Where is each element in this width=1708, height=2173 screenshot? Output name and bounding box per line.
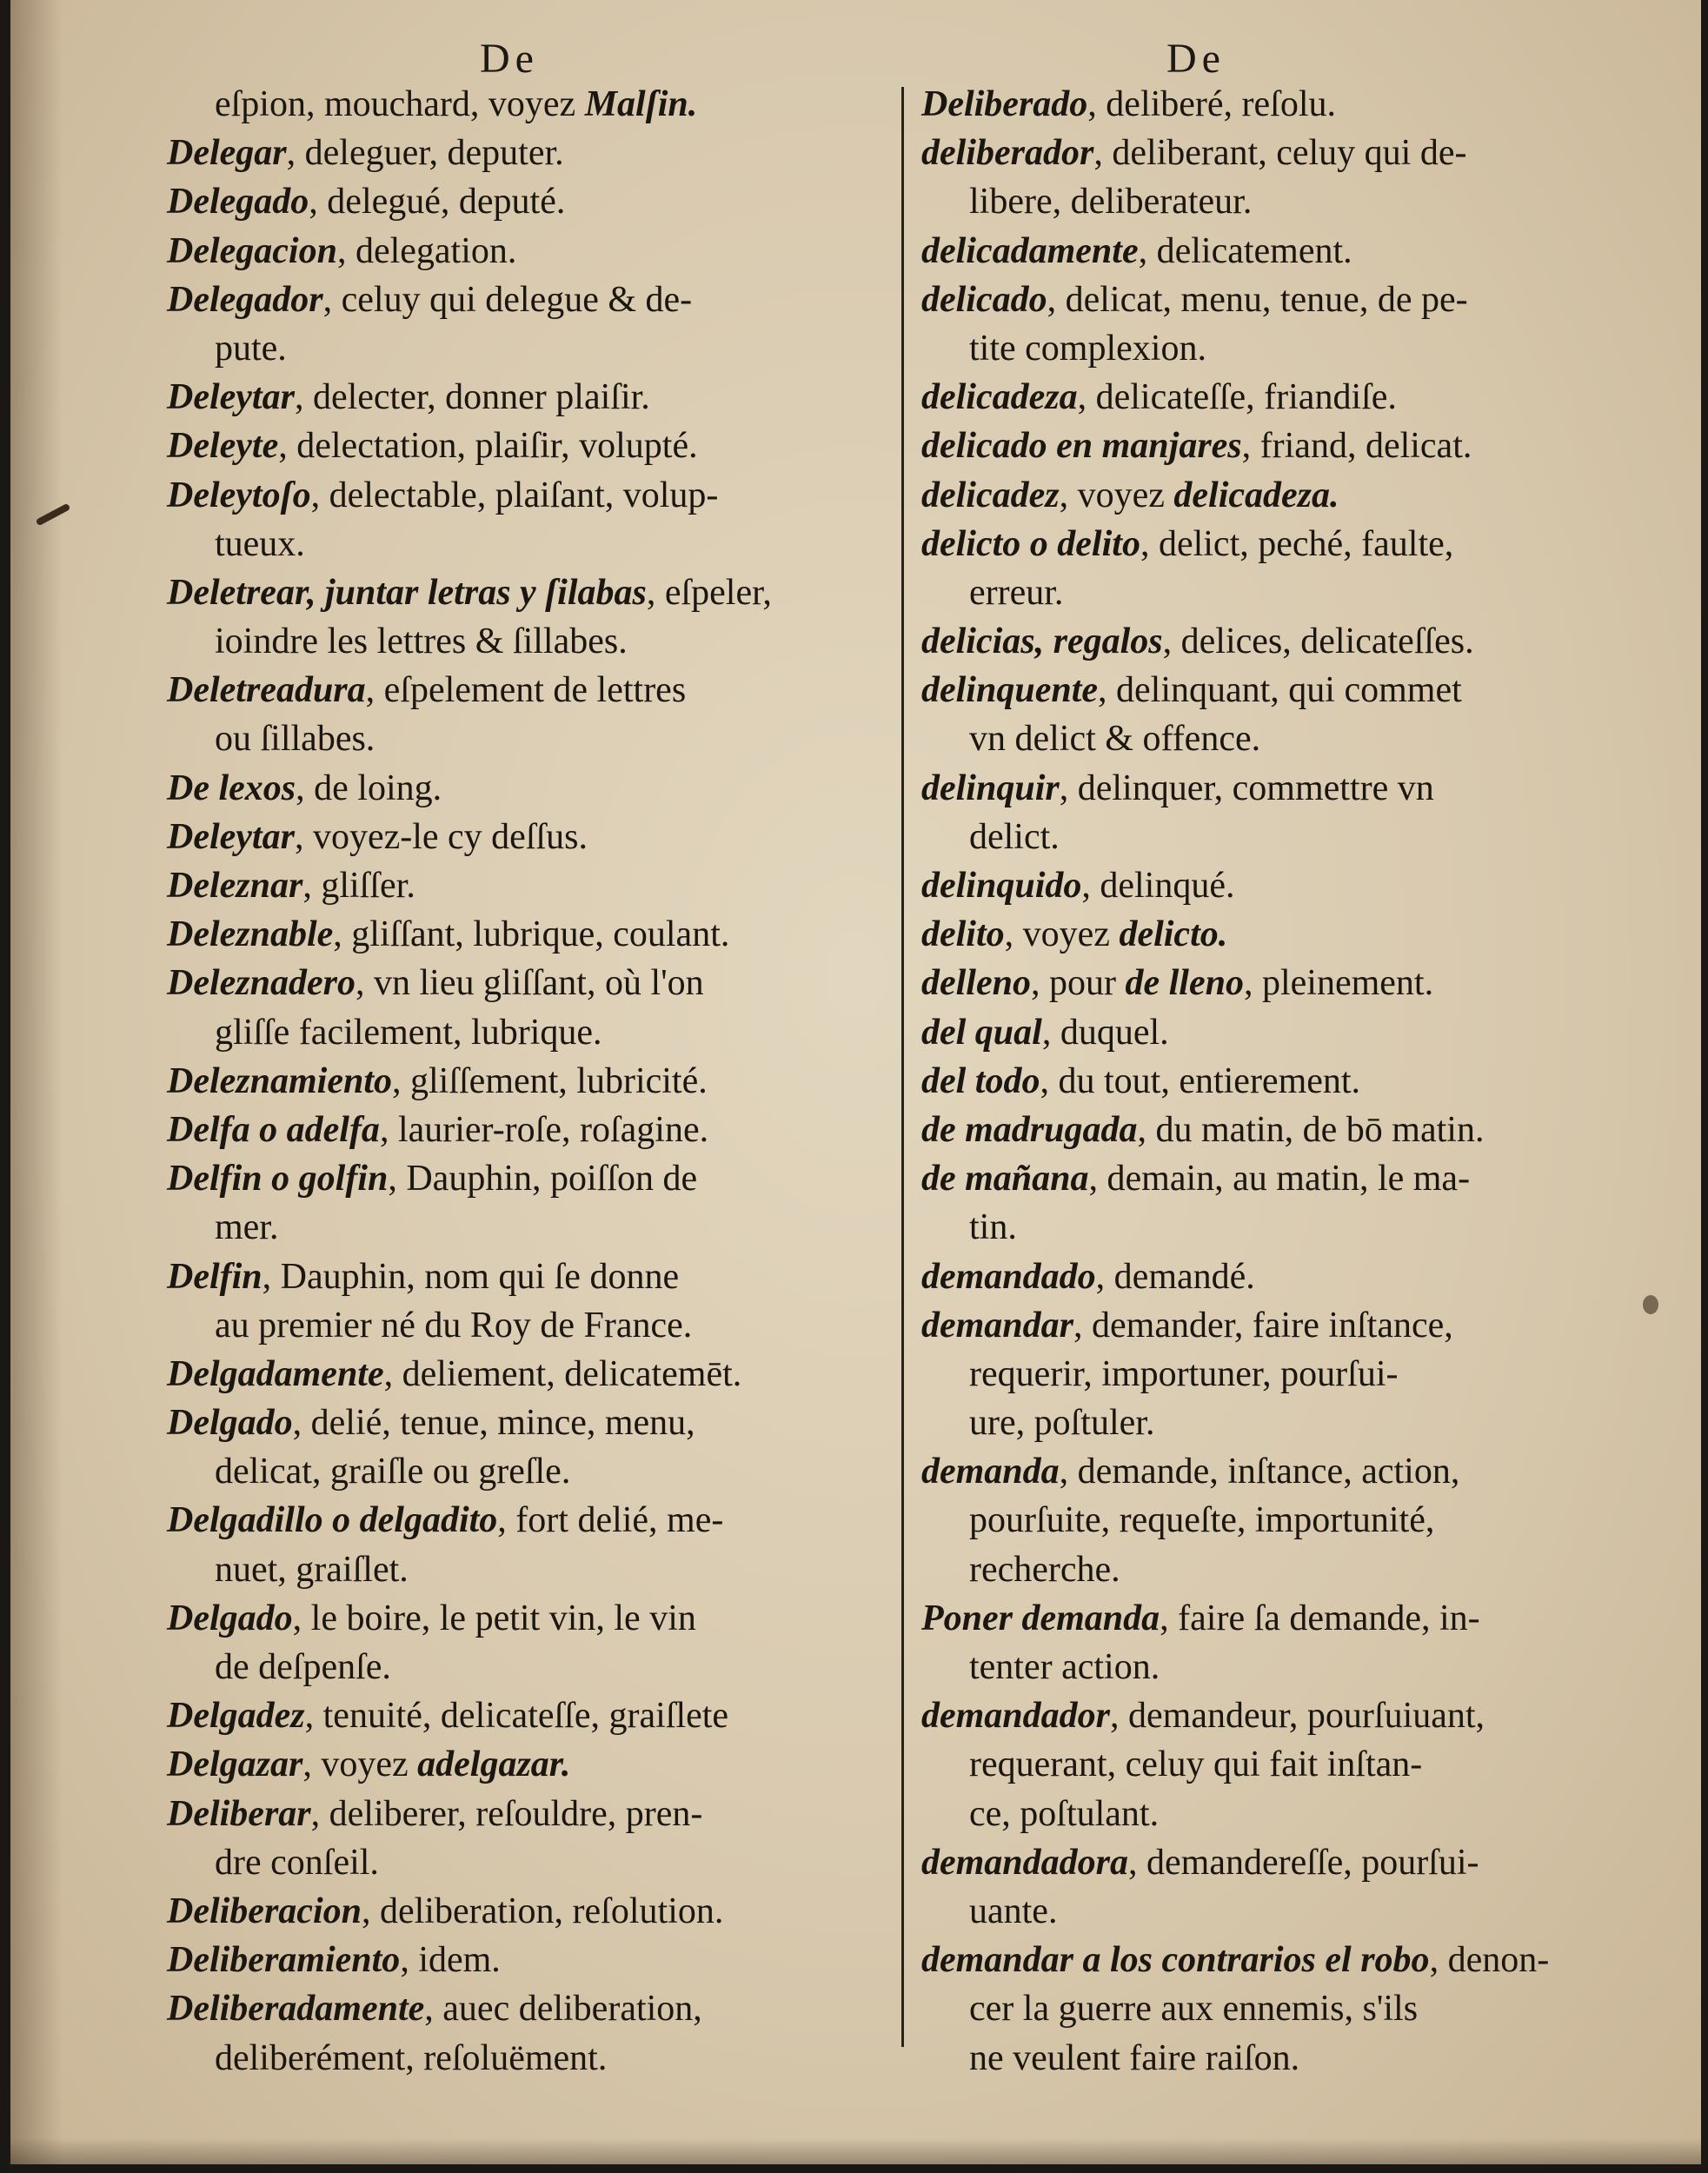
dictionary-entry bbox=[921, 1594, 1678, 1643]
entry-definition: requerir, importuner, pourſui- bbox=[969, 1353, 1399, 1394]
entry-continuation-line bbox=[921, 1887, 1678, 1936]
entry-definition: , delices, delicateſſes. bbox=[1162, 621, 1474, 662]
dictionary-entry bbox=[167, 1253, 893, 1301]
entry-definition: , deleguer, deputer. bbox=[286, 133, 564, 174]
dictionary-entry bbox=[167, 568, 893, 617]
entry-definition: , delicateſſe, friandiſe. bbox=[1077, 377, 1397, 418]
entry-definition: , deliement, delicatemēt. bbox=[383, 1353, 742, 1394]
entry-definition: , laurier-roſe, roſagine. bbox=[379, 1109, 709, 1150]
entry-definition: tenter action. bbox=[969, 1647, 1160, 1687]
entry-definition: , friand, delicat. bbox=[1241, 426, 1472, 467]
entry-headword: Deletrear, juntar letras y ſilabas bbox=[167, 572, 647, 613]
entry-headword: Deleytar bbox=[167, 816, 295, 857]
entry-headword: demanda bbox=[921, 1452, 1060, 1492]
dictionary-entry bbox=[167, 910, 893, 959]
entry-headword: delicias, regalos bbox=[921, 621, 1163, 662]
entry-definition: cer la guerre aux ennemis, s'ils bbox=[969, 1989, 1419, 2030]
entry-headword: delinquente bbox=[921, 670, 1099, 711]
entry-definition: tite complexion. bbox=[969, 328, 1206, 369]
entry-headword: demandar a los contrarios el robo bbox=[921, 1940, 1430, 1981]
dictionary-entry bbox=[921, 1691, 1678, 1740]
entry-definition: , duquel. bbox=[1041, 1012, 1169, 1053]
column-rule bbox=[901, 87, 904, 2047]
entry-definition: , delicatement. bbox=[1138, 230, 1352, 271]
entry-headword: Deliberado bbox=[921, 84, 1088, 124]
entry-definition: , delicat, menu, tenue, de pe- bbox=[1047, 279, 1468, 320]
entry-definition: , fort delié, me- bbox=[497, 1500, 724, 1541]
entry-definition: tueux. bbox=[215, 523, 305, 564]
dictionary-entry bbox=[167, 227, 893, 276]
dictionary-entry bbox=[921, 1447, 1678, 1496]
entry-definition: nuet, graiſlet. bbox=[215, 1549, 409, 1590]
entry-headword: Deleytar bbox=[167, 377, 295, 418]
entry-definition: dre conſeil. bbox=[215, 1842, 379, 1883]
entry-definition: ne veulent faire raiſon. bbox=[969, 2037, 1300, 2078]
dictionary-entry bbox=[167, 1984, 893, 2033]
entry-headword: Delfin bbox=[167, 1256, 263, 1297]
entry-definition: erreur. bbox=[969, 572, 1064, 613]
dictionary-entry bbox=[921, 1008, 1678, 1057]
entry-continuation-line bbox=[921, 1790, 1678, 1838]
entry-headword: demandar bbox=[921, 1305, 1074, 1346]
entry-headword: Deleznable bbox=[167, 914, 334, 955]
entry-continuation-line bbox=[921, 1643, 1678, 1691]
entry-definition: , demandereſſe, pourſui- bbox=[1128, 1842, 1479, 1883]
entry-definition: , idem. bbox=[400, 1940, 501, 1981]
entry-definition: gliſſe facilement, lubrique. bbox=[215, 1012, 602, 1053]
entry-headword: Delegado bbox=[167, 182, 309, 223]
entry-headword: Delgadez bbox=[167, 1696, 305, 1737]
entry-definition: , eſpelement de lettres bbox=[365, 670, 687, 711]
entry-continuation-line bbox=[167, 520, 893, 568]
entry-headword: De lexos bbox=[167, 768, 296, 808]
entry-headword: delicado en manjares bbox=[921, 426, 1242, 467]
entry-definition: deliberément, reſoluëment. bbox=[215, 2037, 608, 2078]
entry-headword: delicado bbox=[921, 279, 1047, 320]
dictionary-entry bbox=[167, 471, 893, 520]
entry-definition: , deliberé, reſolu. bbox=[1087, 84, 1337, 124]
right-column bbox=[921, 80, 1678, 2083]
entry-continuation-line bbox=[921, 813, 1678, 861]
entry-definition: , faire ſa demande, in- bbox=[1160, 1598, 1480, 1638]
entry-definition: , delegation. bbox=[336, 230, 517, 271]
entry-headword: delinquir bbox=[921, 768, 1060, 808]
dictionary-entry bbox=[167, 1057, 893, 1106]
entry-definition: mer. bbox=[215, 1207, 279, 1248]
entry-continuation-line bbox=[167, 1203, 893, 1252]
dictionary-entry bbox=[167, 1740, 893, 1789]
entry-definition: , du matin, de bō matin. bbox=[1137, 1109, 1485, 1150]
entry-headword: Poner demanda bbox=[921, 1598, 1160, 1638]
entry-definition: , tenuité, delicateſſe, graiſlete bbox=[304, 1696, 729, 1737]
dictionary-entry bbox=[921, 276, 1678, 324]
dictionary-entry bbox=[167, 1399, 893, 1447]
entry-definition-tail: , pleinement. bbox=[1243, 963, 1434, 1004]
dictionary-entry bbox=[167, 177, 893, 226]
dictionary-entry bbox=[167, 1106, 893, 1154]
entry-definition: , demandé. bbox=[1095, 1256, 1255, 1297]
dictionary-entry bbox=[921, 1057, 1678, 1106]
dictionary-entry bbox=[921, 471, 1678, 520]
entry-headword: Delfin o golfin bbox=[167, 1159, 389, 1199]
dictionary-entry bbox=[167, 1496, 893, 1545]
entry-continuation-line bbox=[921, 1350, 1678, 1399]
entry-headword: Deleznar bbox=[167, 866, 303, 906]
running-head-right: De bbox=[1166, 36, 1226, 82]
dictionary-entry bbox=[921, 1301, 1678, 1350]
entry-definition: , de loing. bbox=[296, 768, 442, 808]
dictionary-entry bbox=[921, 227, 1678, 276]
entry-continuation-line bbox=[167, 80, 893, 129]
running-head-left: De bbox=[480, 36, 539, 82]
cross-reference-headword: delicto. bbox=[1119, 914, 1228, 955]
entry-headword: deliberador bbox=[921, 133, 1094, 174]
book-page bbox=[10, 0, 1701, 2164]
dictionary-entry bbox=[167, 276, 893, 324]
entry-definition: , delecter, donner plaiſir. bbox=[294, 377, 650, 418]
dictionary-entry bbox=[921, 861, 1678, 910]
entry-headword: del todo bbox=[921, 1060, 1040, 1101]
entry-definition: , voyez-le cy deſſus. bbox=[294, 816, 588, 857]
entry-headword: del qual bbox=[921, 1012, 1042, 1053]
dictionary-entry bbox=[167, 1594, 893, 1643]
dictionary-entry bbox=[167, 1691, 893, 1740]
entry-headword: Deliberamiento bbox=[167, 1940, 401, 1981]
entry-definition: , le boire, le petit vin, le vin bbox=[292, 1598, 696, 1638]
entry-continuation-line bbox=[921, 568, 1678, 617]
dictionary-entry bbox=[167, 861, 893, 910]
entry-continuation-line bbox=[167, 1838, 893, 1887]
entry-definition: , voyez bbox=[1059, 475, 1174, 515]
entry-definition: ure, poſtuler. bbox=[969, 1403, 1155, 1444]
entry-definition: , deliberant, celuy qui de- bbox=[1093, 133, 1467, 174]
entry-definition: , gliſſer. bbox=[302, 866, 415, 906]
dictionary-entry bbox=[921, 617, 1678, 666]
entry-continuation-line bbox=[167, 1301, 893, 1350]
entry-headword: delicadez bbox=[921, 475, 1060, 515]
entry-headword: Deliberacion bbox=[167, 1891, 362, 1931]
entry-headword: Deliberadamente bbox=[167, 1989, 425, 2030]
entry-continuation-line bbox=[167, 2034, 893, 2083]
entry-continuation-line bbox=[921, 1203, 1678, 1252]
entry-definition: , delectation, plaiſir, volupté. bbox=[278, 426, 698, 467]
entry-continuation-line bbox=[921, 1399, 1678, 1447]
entry-headword: Delfa o adelfa bbox=[167, 1109, 380, 1150]
dictionary-entry bbox=[921, 910, 1678, 959]
dictionary-entry bbox=[921, 520, 1678, 568]
dictionary-entry bbox=[921, 129, 1678, 177]
entry-continuation-line bbox=[921, 2034, 1678, 2083]
entry-definition: delict. bbox=[969, 816, 1060, 857]
entry-definition: , voyez bbox=[302, 1744, 418, 1785]
entry-continuation-line bbox=[921, 1984, 1678, 2033]
entry-definition: , delinqué. bbox=[1081, 866, 1235, 906]
entry-definition: requerant, celuy qui fait inſtan- bbox=[969, 1744, 1423, 1785]
entry-headword: Deletreadura bbox=[167, 670, 366, 711]
entry-headword: Delegador bbox=[167, 279, 323, 320]
entry-definition: , auec deliberation, bbox=[424, 1989, 702, 2030]
dictionary-entry bbox=[167, 373, 893, 422]
entry-continuation-line bbox=[167, 1643, 893, 1691]
entry-definition: , pour bbox=[1030, 963, 1126, 1004]
entry-definition: , Dauphin, nom qui ſe donne bbox=[262, 1256, 680, 1297]
entry-headword: Delgazar bbox=[167, 1744, 303, 1785]
entry-definition: , Dauphin, poiſſon de bbox=[388, 1159, 698, 1199]
entry-headword: Delegar bbox=[167, 133, 287, 174]
entry-headword: demandadora bbox=[921, 1842, 1129, 1883]
dictionary-entry bbox=[921, 1838, 1678, 1887]
cross-reference-headword: Malſin. bbox=[584, 84, 698, 124]
entry-definition: ioindre les lettres & ſillabes. bbox=[215, 621, 628, 662]
dictionary-entry bbox=[167, 959, 893, 1007]
entry-headword: demandador bbox=[921, 1696, 1111, 1737]
entry-headword: Deleytoſo bbox=[167, 475, 311, 515]
dictionary-entry bbox=[167, 1790, 893, 1838]
dictionary-entry bbox=[167, 666, 893, 714]
entry-headword: Delgado bbox=[167, 1403, 293, 1444]
entry-headword: delleno bbox=[921, 963, 1031, 1004]
entry-definition: libere, deliberateur. bbox=[969, 182, 1253, 223]
dictionary-entry bbox=[167, 1887, 893, 1936]
dictionary-entry bbox=[167, 422, 893, 470]
entry-headword: Delgado bbox=[167, 1598, 293, 1638]
ink-blot bbox=[1643, 1295, 1658, 1314]
entry-continuation-line bbox=[921, 177, 1678, 226]
entry-definition: , demain, au matin, le ma- bbox=[1088, 1159, 1471, 1199]
entry-definition: pute. bbox=[215, 328, 287, 369]
entry-definition: , demander, faire inſtance, bbox=[1073, 1305, 1453, 1346]
entry-continuation-line bbox=[167, 617, 893, 666]
entry-definition: ce, poſtulant. bbox=[969, 1793, 1160, 1834]
dictionary-entry bbox=[167, 1936, 893, 1984]
entry-continuation-line bbox=[921, 1545, 1678, 1594]
entry-definition: au premier né du Roy de France. bbox=[215, 1305, 693, 1346]
entry-headword: Delegacion bbox=[167, 230, 337, 271]
entry-definition: vn delict & offence. bbox=[969, 719, 1261, 760]
entry-definition: , gliſſement, lubricité. bbox=[392, 1060, 708, 1101]
entry-headword: Deleznamiento bbox=[167, 1060, 392, 1101]
entry-definition: pourſuite, requeſte, importunité, bbox=[969, 1500, 1435, 1541]
entry-headword: Deleyte bbox=[167, 426, 279, 467]
entry-definition: , delinquant, qui commet bbox=[1098, 670, 1462, 711]
dictionary-entry bbox=[167, 1154, 893, 1203]
entry-definition: , deliberer, reſouldre, pren- bbox=[310, 1793, 703, 1834]
entry-headword: delicadeza bbox=[921, 377, 1078, 418]
dictionary-entry bbox=[921, 1253, 1678, 1301]
dictionary-entry bbox=[921, 1936, 1678, 1984]
entry-continuation-line bbox=[167, 1447, 893, 1496]
entry-headword: delicto o delito bbox=[921, 523, 1140, 564]
dictionary-entry bbox=[167, 1350, 893, 1399]
entry-headword: Delgadillo o delgadito bbox=[167, 1500, 498, 1541]
entry-headword: demandado bbox=[921, 1256, 1096, 1297]
cross-reference-headword: delicadeza. bbox=[1173, 475, 1339, 515]
entry-continuation-line bbox=[167, 1545, 893, 1594]
entry-headword: Delgadamente bbox=[167, 1353, 384, 1394]
entry-definition: recherche. bbox=[969, 1549, 1120, 1590]
page-bottom-shadow bbox=[10, 2138, 1701, 2164]
entry-definition: , celuy qui delegue & de- bbox=[322, 279, 693, 320]
entry-definition: , delectable, plaiſant, volup- bbox=[310, 475, 719, 515]
entry-definition: , delinquer, commettre vn bbox=[1059, 768, 1434, 808]
entry-definition: de deſpenſe. bbox=[215, 1647, 391, 1687]
entry-continuation-line bbox=[921, 324, 1678, 373]
entry-continuation-line bbox=[167, 1008, 893, 1057]
left-column bbox=[167, 80, 893, 2083]
entry-headword: delicadamente bbox=[921, 230, 1139, 271]
dictionary-entry bbox=[921, 422, 1678, 470]
cross-reference-headword: adelgazar. bbox=[417, 1744, 571, 1785]
entry-headword: Deliberar bbox=[167, 1793, 311, 1834]
dictionary-entry bbox=[921, 373, 1678, 422]
entry-definition: ou ſillabes. bbox=[215, 719, 375, 760]
cross-reference-headword: de lleno bbox=[1125, 963, 1244, 1004]
entry-definition: delicat, graiſle ou greſle. bbox=[215, 1452, 571, 1492]
entry-continuation-line bbox=[167, 714, 893, 763]
entry-definition: , vn lieu gliſſant, où l'on bbox=[355, 963, 704, 1004]
entry-headword: delito bbox=[921, 914, 1005, 955]
entry-definition: uante. bbox=[969, 1891, 1058, 1931]
entry-continuation-line bbox=[921, 714, 1678, 763]
entry-definition: , voyez bbox=[1004, 914, 1120, 955]
dictionary-entry bbox=[921, 1154, 1678, 1203]
entry-definition: , deliberation, reſolution. bbox=[361, 1891, 724, 1931]
entry-headword: delinquido bbox=[921, 866, 1082, 906]
dictionary-entry bbox=[921, 764, 1678, 813]
entry-headword: de madrugada bbox=[921, 1109, 1138, 1150]
entry-definition: , demande, inſtance, action, bbox=[1059, 1452, 1460, 1492]
entry-continuation-line bbox=[167, 324, 893, 373]
entry-definition: tin. bbox=[969, 1207, 1017, 1248]
entry-continuation-line bbox=[921, 1496, 1678, 1545]
entry-definition: eſpion, mouchard, voyez bbox=[215, 84, 585, 124]
entry-definition: , denon- bbox=[1429, 1940, 1550, 1981]
dictionary-entry bbox=[921, 666, 1678, 714]
entry-definition: , du tout, entierement. bbox=[1040, 1060, 1361, 1101]
dictionary-entry bbox=[167, 129, 893, 177]
entry-definition: , demandeur, pourſuiuant, bbox=[1110, 1696, 1485, 1737]
entry-definition: , delegué, deputé. bbox=[309, 182, 566, 223]
entry-definition: , eſpeler, bbox=[646, 572, 772, 613]
entry-definition: , delié, tenue, mince, menu, bbox=[292, 1403, 695, 1444]
entry-headword: Deleznadero bbox=[167, 963, 356, 1004]
dictionary-entry bbox=[167, 813, 893, 861]
dictionary-entry bbox=[921, 1106, 1678, 1154]
entry-definition: , gliſſant, lubrique, coulant. bbox=[333, 914, 730, 955]
entry-headword: de mañana bbox=[921, 1159, 1089, 1199]
dictionary-entry bbox=[921, 959, 1678, 1007]
gutter-shadow bbox=[10, 0, 63, 2164]
entry-continuation-line bbox=[921, 1740, 1678, 1789]
dictionary-entry bbox=[167, 764, 893, 813]
entry-definition: , delict, peché, faulte, bbox=[1140, 523, 1454, 564]
dictionary-entry bbox=[921, 80, 1678, 129]
